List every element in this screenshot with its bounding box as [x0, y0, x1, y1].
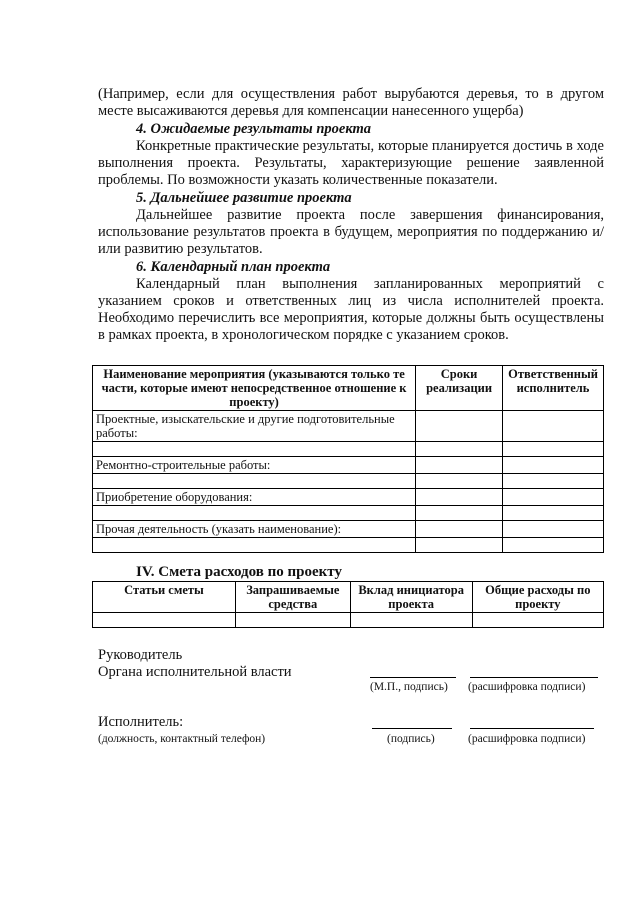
table-cell	[472, 613, 603, 628]
head-signature-line	[370, 677, 456, 678]
budget-header-requested: Запрашиваемые средства	[235, 582, 350, 613]
head-signature-caption: (М.П., подпись)	[370, 681, 448, 693]
section-4-text	[98, 138, 604, 189]
section-4-text-content: Конкретные практические результаты, которые планируется достичь в ходе выполнения проекта. Результаты, характеризующие решение заявленной проблемы. По возможности указать количественные показатели.	[98, 138, 604, 188]
executor-position-caption: (должность, контактный телефон)	[98, 733, 266, 745]
plan-row-label: Приобретение оборудования:	[93, 489, 416, 506]
table-cell	[416, 506, 503, 521]
table-cell	[93, 506, 416, 521]
budget-table	[92, 581, 604, 628]
table-cell	[503, 411, 604, 442]
table-cell	[503, 506, 604, 521]
table-cell	[93, 442, 416, 457]
executor-signature-caption: (подпись)	[387, 733, 435, 745]
section-5-text-content: Дальнейшее развитие проекта после завершения финансирования, использование результатов проекта в будущем, мероприятия по поддержанию и/или развитию результатов.	[98, 207, 604, 257]
budget-header-total: Общие расходы по проекту	[472, 582, 603, 613]
table-cell	[93, 474, 416, 489]
section-4-heading: 4. Ожидаемые результаты проекта	[136, 121, 372, 137]
intro-paragraph: (Например, если для осуществления работ вырубаются деревья, то в другом месте высаживаются деревья для компенсации нанесенного ущерба)	[98, 86, 604, 119]
section-5-text	[98, 207, 604, 258]
head-title-line2: Органа исполнительной власти	[98, 664, 292, 680]
table-row	[93, 521, 604, 538]
table-cell	[416, 457, 503, 474]
table-cell	[503, 489, 604, 506]
table-cell	[350, 613, 472, 628]
executor-name-caption: (расшифровка подписи)	[468, 733, 586, 745]
section-5-heading: 5. Дальнейшее развитие проекта	[136, 190, 352, 206]
head-name-line	[470, 677, 598, 678]
table-cell	[416, 538, 503, 553]
table-cell	[93, 538, 416, 553]
executor-signature-line	[372, 728, 452, 729]
table-cell	[503, 457, 604, 474]
table-header-row	[93, 366, 604, 411]
calendar-plan-table	[92, 365, 604, 553]
table-cell	[503, 442, 604, 457]
plan-row-label: Проектные, изыскательские и другие подготовительные работы:	[93, 411, 416, 442]
executor-name-line	[470, 728, 594, 729]
budget-header-items: Статьи сметы	[93, 582, 236, 613]
plan-header-activity: Наименование мероприятия (указываются только те части, которые имеют непосредственное отношение к проекту)	[93, 366, 416, 411]
executor-title: Исполнитель:	[98, 714, 184, 730]
table-row	[93, 411, 604, 442]
table-cell	[503, 474, 604, 489]
table-row	[93, 474, 604, 489]
table-cell	[416, 521, 503, 538]
section-6-heading: 6. Календарный план проекта	[136, 259, 331, 275]
table-cell	[93, 613, 236, 628]
table-header-row	[93, 582, 604, 613]
table-row	[93, 489, 604, 506]
plan-row-label: Прочая деятельность (указать наименование):	[93, 521, 416, 538]
section-6-text-content: Календарный план выполнения запланированных мероприятий с указанием сроков и ответственных лиц из числа исполнителей проекта. Необходимо перечислить все мероприятия, которые должны быть осуществлены в рамках проекта, в хронологическом порядке с указанием сроков.	[98, 276, 604, 343]
budget-header-contribution: Вклад инициатора проекта	[350, 582, 472, 613]
table-row	[93, 613, 604, 628]
table-cell	[416, 411, 503, 442]
plan-header-deadlines: Сроки реализации	[416, 366, 503, 411]
plan-row-label: Ремонтно-строительные работы:	[93, 457, 416, 474]
plan-header-responsible: Ответственный исполнитель	[503, 366, 604, 411]
table-row	[93, 506, 604, 521]
table-cell	[503, 521, 604, 538]
budget-heading: IV. Смета расходов по проекту	[136, 564, 342, 580]
section-6-text	[98, 276, 604, 344]
table-cell	[503, 538, 604, 553]
table-cell	[416, 474, 503, 489]
table-cell	[416, 442, 503, 457]
head-title-line1: Руководитель	[98, 647, 183, 663]
table-row	[93, 457, 604, 474]
head-name-caption: (расшифровка подписи)	[468, 681, 586, 693]
table-cell	[416, 489, 503, 506]
table-row	[93, 442, 604, 457]
table-row	[93, 538, 604, 553]
table-cell	[235, 613, 350, 628]
